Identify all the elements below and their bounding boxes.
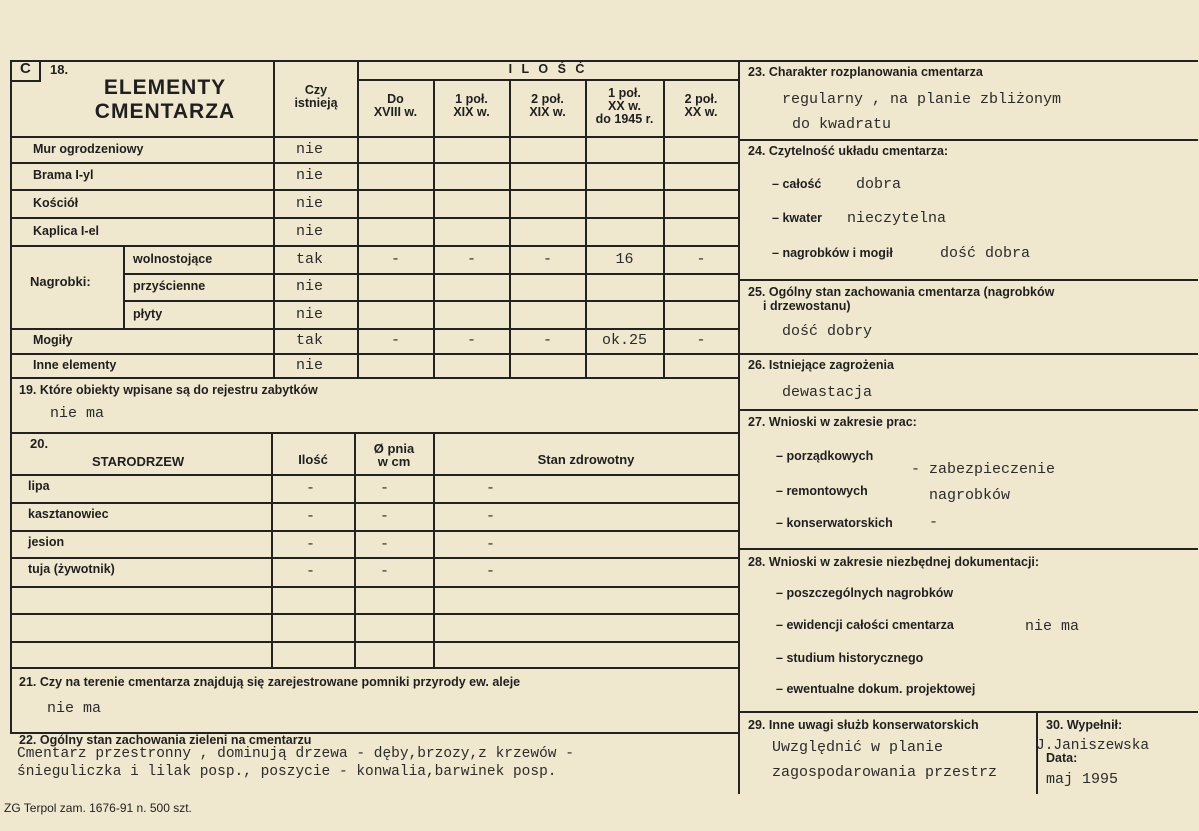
- tree-diameter: -: [380, 536, 390, 553]
- element-label: Inne elementy: [33, 358, 117, 372]
- quantity-cell: -: [696, 251, 706, 268]
- section-22-label: 22. Ogólny stan zachowania zieleni na cmentarzu: [19, 733, 312, 747]
- s24-value-whole: dobra: [856, 176, 902, 193]
- exists-header: Czy istnieją: [294, 83, 338, 110]
- section-23-line-2: do kwadratu: [792, 116, 892, 133]
- tree-qty: -: [306, 536, 316, 553]
- section-29-label: 29. Inne uwagi służb konserwatorskich: [748, 718, 979, 732]
- tree-diameter: -: [380, 508, 390, 525]
- exists-value: tak: [296, 251, 324, 268]
- nagrobki-label: Nagrobki:: [30, 274, 91, 289]
- element-label: przyścienne: [133, 279, 206, 293]
- section-22-line-2: śnieguliczka i lilak posp., poszycie - konwalia,barwinek posp.: [17, 764, 557, 780]
- s27-item-repair: – remontowych: [776, 484, 868, 498]
- section-24-label: 24. Czytelność układu cmentarza:: [748, 144, 949, 158]
- section-28-label: 28. Wnioski w zakresie niezbędnej dokumentacji:: [748, 555, 1040, 569]
- element-label: Kaplica I-el: [33, 224, 99, 238]
- tree-diameter: -: [380, 480, 390, 497]
- s28-item-project: – ewentualne dokum. projektowej: [776, 682, 976, 696]
- s24-item-whole: – całość: [772, 177, 822, 191]
- tree-qty: -: [306, 508, 316, 525]
- section-title: ELEMENTY CMENTARZA: [94, 76, 236, 123]
- quantity-cell: -: [542, 251, 552, 268]
- s28-item-history: – studium historycznego: [776, 651, 924, 665]
- s24-value-quarters: nieczytelna: [847, 210, 947, 227]
- exists-value: nie: [296, 278, 324, 295]
- section-26-label: 26. Istniejące zagrożenia: [748, 358, 894, 372]
- section-25-label: 25. Ogólny stan zachowania cmentarza (nagrobków i drzewostanu): [748, 285, 1055, 313]
- section-22-line-1: Cmentarz przestronny , dominują drzewa - dęby,brzozy,z krzewów -: [17, 746, 574, 762]
- s28-value: nie ma: [1025, 618, 1080, 635]
- period-header: 1 poł. XIX w.: [453, 92, 490, 119]
- s28-item-graves: – poszczególnych nagrobków: [776, 586, 954, 600]
- section-25-value: dość dobry: [782, 323, 873, 340]
- exists-value: nie: [296, 223, 324, 240]
- s24-item-graves: – nagrobków i mogił: [772, 246, 893, 260]
- tree-qty-header: Ilość: [298, 452, 328, 467]
- exists-value: tak: [296, 332, 324, 349]
- tree-health: -: [486, 508, 496, 525]
- s27-value-3: -: [929, 514, 939, 531]
- s28-item-register: – ewidencji całości cmentarza: [776, 618, 954, 632]
- section-19-label: 19. Które obiekty wpisane są do rejestru zabytków: [19, 383, 318, 397]
- tree-name: kasztanowiec: [28, 507, 109, 521]
- quantity-cell: -: [390, 251, 400, 268]
- exists-value: nie: [296, 167, 324, 184]
- quantity-cell: ok.25: [601, 332, 647, 349]
- tree-health: -: [486, 563, 496, 580]
- period-header: 2 poł. XIX w.: [529, 92, 566, 119]
- section-27-label: 27. Wnioski w zakresie prac:: [748, 415, 917, 429]
- quantity-cell: -: [466, 251, 476, 268]
- element-label: Mogiły: [33, 333, 73, 347]
- s27-value-1: - zabezpieczenie: [911, 461, 1056, 478]
- s24-value-graves: dość dobra: [940, 245, 1031, 262]
- element-label: Brama I-yl: [33, 168, 94, 182]
- date-value: maj 1995: [1046, 771, 1119, 788]
- filled-by-name: J.Janiszewska: [1036, 738, 1150, 754]
- tree-name: lipa: [28, 479, 50, 493]
- quantity-header: I L O Ś Ć: [508, 62, 588, 76]
- tree-name: jesion: [28, 535, 65, 549]
- quantity-cell: -: [696, 332, 706, 349]
- period-header: 2 poł. XX w.: [684, 92, 718, 119]
- tree-diameter: -: [380, 563, 390, 580]
- element-label: wolnostojące: [133, 252, 213, 266]
- section-number: 18.: [50, 62, 69, 77]
- print-footer: ZG Terpol zam. 1676-91 n. 500 szt.: [4, 801, 192, 815]
- section-21-value: nie ma: [47, 700, 102, 717]
- section-marker: C: [20, 60, 31, 77]
- s24-item-quarters: – kwater: [772, 211, 823, 225]
- section-23-label: 23. Charakter rozplanowania cmentarza: [748, 65, 983, 79]
- tree-name: tuja (żywotnik): [28, 562, 115, 576]
- quantity-cell: -: [466, 332, 476, 349]
- quantity-cell: -: [390, 332, 400, 349]
- period-header: Do XVIII w.: [373, 92, 418, 119]
- element-label: płyty: [133, 307, 163, 321]
- exists-value: nie: [296, 306, 324, 323]
- date-label: Data:: [1046, 751, 1078, 765]
- tree-health: -: [486, 480, 496, 497]
- section-29-line-1: Uwzględnić w planie: [772, 739, 944, 756]
- starodrzew-header: STARODRZEW: [92, 454, 185, 469]
- section-30-label: 30. Wypełnił:: [1046, 718, 1123, 732]
- tree-qty: -: [306, 563, 316, 580]
- section-23-line-1: regularny , na planie zbliżonym: [782, 91, 1062, 108]
- quantity-cell: -: [542, 332, 552, 349]
- element-label: Mur ogrodzeniowy: [33, 142, 144, 156]
- exists-value: nie: [296, 357, 324, 374]
- tree-health: -: [486, 536, 496, 553]
- tree-qty: -: [306, 480, 316, 497]
- section-19-value: nie ma: [50, 405, 105, 422]
- section-20-number: 20.: [30, 436, 49, 451]
- s27-item-cleaning: – porządkowych: [776, 449, 874, 463]
- quantity-cell: 16: [615, 251, 634, 268]
- section-29-line-2: zagospodarowania przestrz: [772, 764, 998, 781]
- section-21-label: 21. Czy na terenie cmentarza znajdują się zarejestrowane pomniki przyrody ew. aleje: [19, 675, 521, 689]
- health-state-header: Stan zdrowotny: [537, 452, 635, 467]
- period-header: 1 poł. XX w. do 1945 r.: [595, 86, 654, 126]
- section-26-value: dewastacja: [782, 384, 873, 401]
- trunk-diameter-header: Ø pnia w cm: [373, 441, 415, 469]
- exists-value: nie: [296, 195, 324, 212]
- s27-item-conservation: – konserwatorskich: [776, 516, 893, 530]
- exists-value: nie: [296, 141, 324, 158]
- s27-value-2: nagrobków: [929, 487, 1011, 504]
- element-label: Kościół: [33, 196, 79, 210]
